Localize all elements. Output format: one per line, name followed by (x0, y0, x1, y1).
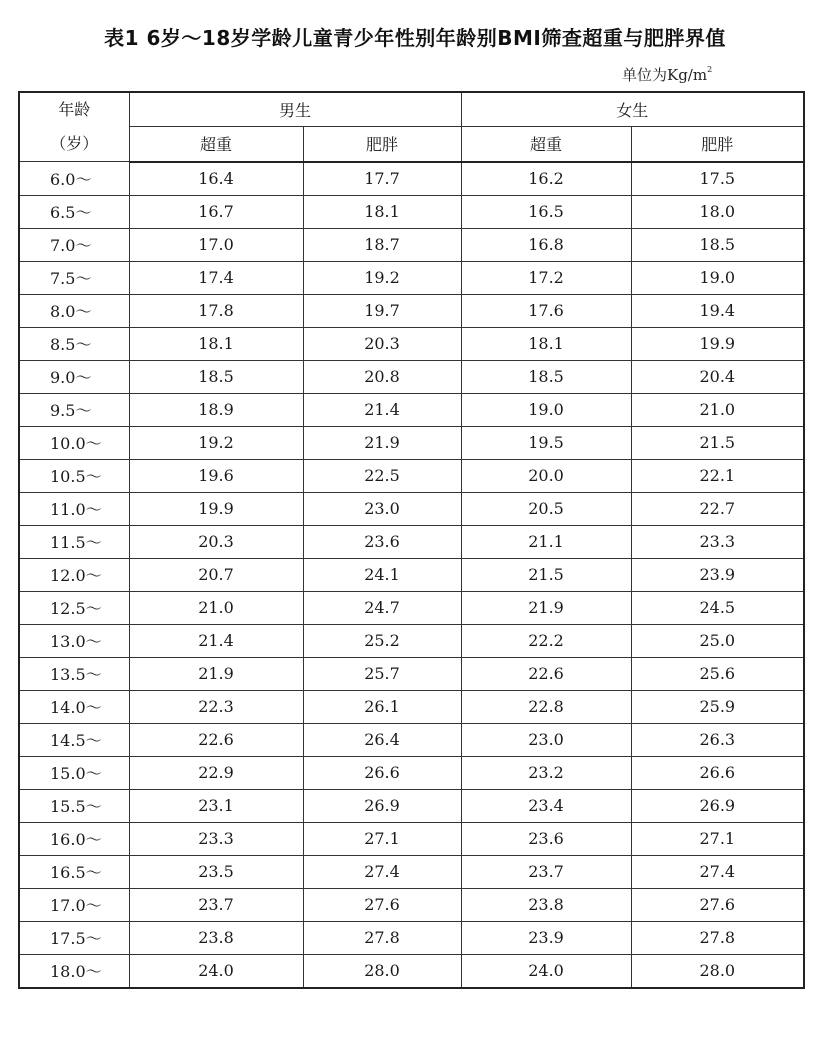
girls-overweight-cell: 23.6 (461, 822, 631, 855)
girls-obese-cell: 22.1 (631, 459, 804, 492)
girls-obese-cell: 27.8 (631, 921, 804, 954)
girls-overweight-cell: 17.2 (461, 261, 631, 294)
table-row (19, 393, 804, 426)
age-cell: 15.0～ (19, 756, 129, 789)
girls-overweight-cell: 19.5 (461, 426, 631, 459)
girls-overweight-cell: 23.2 (461, 756, 631, 789)
girls-obese-cell: 26.9 (631, 789, 804, 822)
girls-obese-cell: 25.9 (631, 690, 804, 723)
age-cell: 15.5～ (19, 789, 129, 822)
table-row (19, 525, 804, 558)
age-cell: 17.0～ (19, 888, 129, 921)
girls-obese-cell: 19.4 (631, 294, 804, 327)
girls-obese-cell: 26.3 (631, 723, 804, 756)
table-row (19, 492, 804, 525)
boys-overweight-cell: 17.0 (129, 228, 303, 261)
boys-obese-cell: 23.0 (303, 492, 461, 525)
table-row (19, 261, 804, 294)
boys-overweight-cell: 23.7 (129, 888, 303, 921)
age-cell: 17.5～ (19, 921, 129, 954)
group-header-girls: 女生 (461, 92, 804, 127)
table-row (19, 954, 804, 988)
boys-overweight-cell: 16.7 (129, 195, 303, 228)
girls-obese-cell: 25.0 (631, 624, 804, 657)
girls-obese-cell: 23.3 (631, 525, 804, 558)
unit-superscript: 2 (707, 65, 713, 74)
age-column-header (19, 92, 129, 162)
girls-overweight-cell: 19.0 (461, 393, 631, 426)
boys-obese-cell: 25.7 (303, 657, 461, 690)
age-cell: 6.5～ (19, 195, 129, 228)
age-cell: 14.0～ (19, 690, 129, 723)
table-row (19, 723, 804, 756)
table-row (19, 558, 804, 591)
boys-overweight-cell: 23.1 (129, 789, 303, 822)
age-header-label: 年龄 (58, 100, 91, 119)
girls-obese-cell: 24.5 (631, 591, 804, 624)
table-row (19, 459, 804, 492)
boys-overweight-cell: 21.0 (129, 591, 303, 624)
boys-overweight-cell: 17.4 (129, 261, 303, 294)
boys-obese-cell: 26.6 (303, 756, 461, 789)
girls-obese-cell: 26.6 (631, 756, 804, 789)
girls-obese-cell: 25.6 (631, 657, 804, 690)
table-row (19, 888, 804, 921)
boys-overweight-cell: 23.5 (129, 855, 303, 888)
boys-obese-cell: 19.7 (303, 294, 461, 327)
age-cell: 18.0～ (19, 954, 129, 988)
table-row (19, 426, 804, 459)
girls-obese-cell: 21.5 (631, 426, 804, 459)
bmi-table (18, 91, 805, 989)
boys-overweight-cell: 21.4 (129, 624, 303, 657)
table-subheader-row (19, 127, 804, 162)
boys-overweight-cell: 22.6 (129, 723, 303, 756)
boys-overweight-cell: 17.8 (129, 294, 303, 327)
boys-overweight-cell: 19.2 (129, 426, 303, 459)
boys-overweight-cell: 18.5 (129, 360, 303, 393)
age-header-unit: （岁） (50, 134, 99, 153)
boys-obese-cell: 18.7 (303, 228, 461, 261)
table-header-row (19, 92, 804, 127)
age-cell: 14.5～ (19, 723, 129, 756)
boys-obese-cell: 23.6 (303, 525, 461, 558)
subheader-boys-overweight: 超重 (129, 127, 303, 162)
girls-overweight-cell: 16.8 (461, 228, 631, 261)
girls-obese-cell: 19.9 (631, 327, 804, 360)
boys-obese-cell: 26.1 (303, 690, 461, 723)
boys-obese-cell: 27.6 (303, 888, 461, 921)
boys-obese-cell: 21.9 (303, 426, 461, 459)
boys-overweight-cell: 16.4 (129, 162, 303, 196)
age-cell: 7.5～ (19, 261, 129, 294)
age-cell: 9.0～ (19, 360, 129, 393)
page-title: 表1 6岁～18岁学龄儿童青少年性别年龄别BMI筛查超重与肥胖界值 (104, 26, 726, 50)
table-row (19, 228, 804, 261)
boys-obese-cell: 26.4 (303, 723, 461, 756)
boys-overweight-cell: 23.3 (129, 822, 303, 855)
table-row (19, 822, 804, 855)
table-row (19, 591, 804, 624)
girls-overweight-cell: 20.5 (461, 492, 631, 525)
girls-obese-cell: 22.7 (631, 492, 804, 525)
age-cell: 11.5～ (19, 525, 129, 558)
table-row (19, 624, 804, 657)
girls-overweight-cell: 21.5 (461, 558, 631, 591)
boys-overweight-cell: 22.9 (129, 756, 303, 789)
girls-overweight-cell: 23.7 (461, 855, 631, 888)
age-cell: 12.0～ (19, 558, 129, 591)
girls-obese-cell: 20.4 (631, 360, 804, 393)
boys-obese-cell: 21.4 (303, 393, 461, 426)
table-row (19, 657, 804, 690)
girls-overweight-cell: 22.2 (461, 624, 631, 657)
table-row (19, 195, 804, 228)
subheader-girls-obese: 肥胖 (631, 127, 804, 162)
bmi-table-body (19, 92, 804, 988)
boys-obese-cell: 20.3 (303, 327, 461, 360)
boys-obese-cell: 24.7 (303, 591, 461, 624)
boys-obese-cell: 27.4 (303, 855, 461, 888)
girls-overweight-cell: 21.9 (461, 591, 631, 624)
table-row (19, 162, 804, 196)
unit-text: 单位为Kg/m (622, 66, 708, 84)
boys-overweight-cell: 19.9 (129, 492, 303, 525)
girls-overweight-cell: 18.5 (461, 360, 631, 393)
table-row (19, 690, 804, 723)
age-cell: 11.0～ (19, 492, 129, 525)
table-row (19, 756, 804, 789)
boys-overweight-cell: 23.8 (129, 921, 303, 954)
age-cell: 7.0～ (19, 228, 129, 261)
group-header-boys: 男生 (129, 92, 461, 127)
girls-obese-cell: 23.9 (631, 558, 804, 591)
girls-obese-cell: 27.1 (631, 822, 804, 855)
boys-overweight-cell: 18.1 (129, 327, 303, 360)
girls-obese-cell: 18.5 (631, 228, 804, 261)
boys-obese-cell: 28.0 (303, 954, 461, 988)
table-row (19, 855, 804, 888)
girls-obese-cell: 27.6 (631, 888, 804, 921)
boys-obese-cell: 27.1 (303, 822, 461, 855)
age-cell: 6.0～ (19, 162, 129, 196)
girls-overweight-cell: 17.6 (461, 294, 631, 327)
girls-overweight-cell: 16.2 (461, 162, 631, 196)
age-cell: 8.5～ (19, 327, 129, 360)
girls-overweight-cell: 18.1 (461, 327, 631, 360)
boys-overweight-cell: 20.3 (129, 525, 303, 558)
age-cell: 13.0～ (19, 624, 129, 657)
girls-overweight-cell: 21.1 (461, 525, 631, 558)
boys-obese-cell: 24.1 (303, 558, 461, 591)
table-row (19, 921, 804, 954)
boys-obese-cell: 26.9 (303, 789, 461, 822)
girls-overweight-cell: 23.9 (461, 921, 631, 954)
girls-overweight-cell: 20.0 (461, 459, 631, 492)
boys-overweight-cell: 19.6 (129, 459, 303, 492)
age-cell: 10.5～ (19, 459, 129, 492)
age-cell: 16.0～ (19, 822, 129, 855)
age-cell: 16.5～ (19, 855, 129, 888)
girls-overweight-cell: 22.8 (461, 690, 631, 723)
table-row (19, 360, 804, 393)
girls-obese-cell: 17.5 (631, 162, 804, 196)
boys-obese-cell: 27.8 (303, 921, 461, 954)
age-cell: 10.0～ (19, 426, 129, 459)
girls-overweight-cell: 16.5 (461, 195, 631, 228)
girls-overweight-cell: 24.0 (461, 954, 631, 988)
girls-obese-cell: 19.0 (631, 261, 804, 294)
boys-obese-cell: 22.5 (303, 459, 461, 492)
boys-overweight-cell: 18.9 (129, 393, 303, 426)
girls-overweight-cell: 23.8 (461, 888, 631, 921)
boys-obese-cell: 17.7 (303, 162, 461, 196)
boys-obese-cell: 25.2 (303, 624, 461, 657)
table-row (19, 789, 804, 822)
boys-obese-cell: 20.8 (303, 360, 461, 393)
table-row (19, 294, 804, 327)
age-cell: 9.5～ (19, 393, 129, 426)
unit-label (622, 64, 712, 85)
girls-overweight-cell: 22.6 (461, 657, 631, 690)
boys-overweight-cell: 22.3 (129, 690, 303, 723)
girls-obese-cell: 27.4 (631, 855, 804, 888)
boys-overweight-cell: 24.0 (129, 954, 303, 988)
age-cell: 8.0～ (19, 294, 129, 327)
girls-overweight-cell: 23.0 (461, 723, 631, 756)
subheader-girls-overweight: 超重 (461, 127, 631, 162)
girls-obese-cell: 21.0 (631, 393, 804, 426)
girls-overweight-cell: 23.4 (461, 789, 631, 822)
table-row (19, 327, 804, 360)
boys-overweight-cell: 21.9 (129, 657, 303, 690)
subheader-boys-obese: 肥胖 (303, 127, 461, 162)
girls-obese-cell: 18.0 (631, 195, 804, 228)
boys-overweight-cell: 20.7 (129, 558, 303, 591)
age-cell: 13.5～ (19, 657, 129, 690)
age-cell: 12.5～ (19, 591, 129, 624)
boys-obese-cell: 19.2 (303, 261, 461, 294)
girls-obese-cell: 28.0 (631, 954, 804, 988)
boys-obese-cell: 18.1 (303, 195, 461, 228)
